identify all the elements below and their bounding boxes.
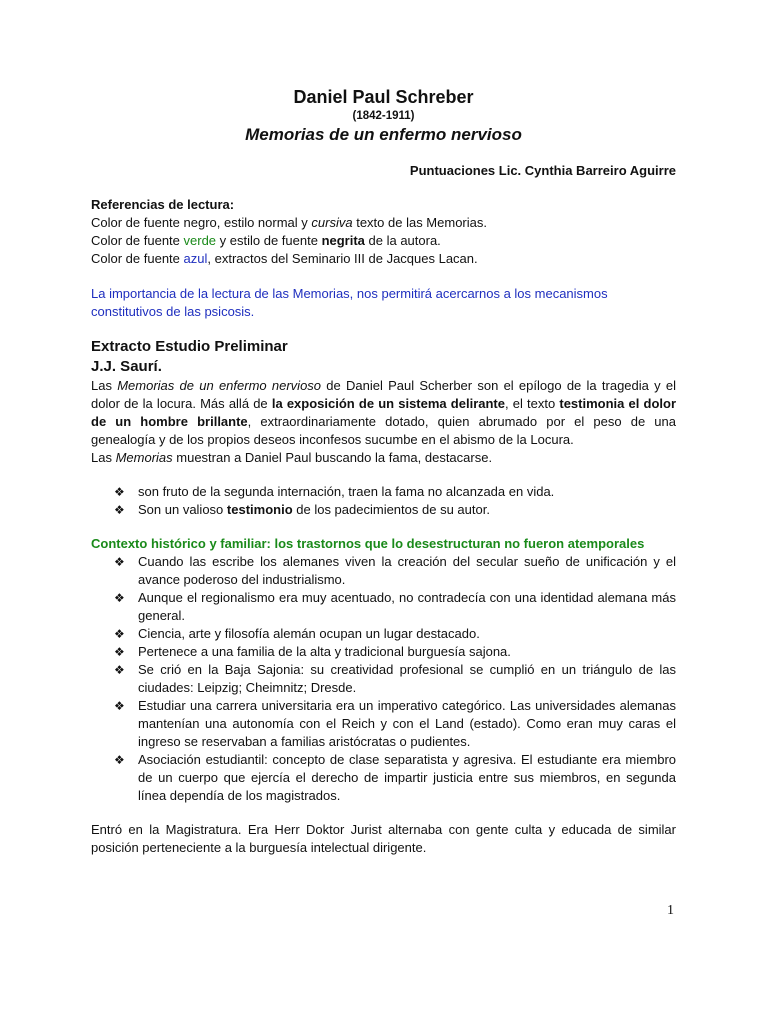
document-header (91, 86, 676, 146)
context-heading: Contexto histórico y familiar: los trastornos que lo desestructuran no fueron atemporales (91, 536, 645, 551)
diamond-bullet-icon: ❖ (114, 503, 125, 517)
closing-paragraph: Entró en la Magistratura. Era Herr Doktor Jurist alternaba con gente culta y educada de similar posición perteneciente a la burguesía intelectual dirigente. (91, 822, 676, 855)
extract-heading: Extracto Estudio Preliminar (91, 338, 288, 355)
list-item: ❖ Asociación estudiantil: concepto de clase separatista y agresiva. El estudiante era miembro de un cuerpo que ejercía el derecho de impartir justicia entre sus miembros, en segunda línea dependía de los magistrados. (114, 752, 676, 803)
list-item: ❖ Cuando las escribe los alemanes viven la creación del secular sueño de unificación y el avance poderoso del industrialismo. (114, 554, 676, 587)
references-heading: Referencias de lectura: (91, 197, 235, 212)
diamond-bullet-icon: ❖ (114, 699, 125, 713)
list-item: ❖ Se crió en la Baja Sajonia: su creatividad profesional se cumplió en un triángulo de las ciudades: Leipzig; Cheimnitz; Dresde. (114, 662, 676, 695)
list-item: ❖ son fruto de la segunda internación, traen la fama no alcanzada en vida. (114, 484, 555, 499)
reference-line-black: Color de fuente negro, estilo normal y cursiva texto de las Memorias. (91, 215, 487, 230)
reference-line-green: Color de fuente verde y estilo de fuente negrita de la autora. (91, 233, 441, 248)
list-item: ❖ Son un valioso testimonio de los padecimientos de su autor. (114, 502, 490, 517)
diamond-bullet-icon: ❖ (114, 555, 125, 569)
list-item: ❖ Aunque el regionalismo era muy acentuado, no contradecía con una identidad alemana más general. (114, 590, 676, 623)
diamond-bullet-icon: ❖ (114, 645, 125, 659)
diamond-bullet-icon: ❖ (114, 591, 125, 605)
diamond-bullet-icon: ❖ (114, 663, 125, 677)
document-years: (1842-1911) (352, 110, 415, 122)
document-page (91, 86, 676, 857)
extract-paragraph: Las Memorias de un enfermo nervioso de Daniel Paul Scherber son el epílogo de la tragedia y el dolor de la locura. Más allá de la exposición de un sistema delirante, el texto testimonia el dolor de un hombre brillante, extraordinariamente dotado, quien abrumado por el peso de una genealogía y de los propios deseos inconfesos sucumbe en el abismo de la Locura. (91, 378, 677, 447)
context-bullet-list (91, 553, 676, 805)
document-subtitle: Memorias de un enfermo nervioso (245, 125, 522, 144)
reading-references (91, 196, 676, 268)
document-title: Daniel Paul Schreber (293, 87, 474, 107)
importance-note: La importancia de la lectura de las Memorias, nos permitirá acercarnos a los mecanismos constitutivos de las psicosis. (91, 286, 608, 319)
list-item: ❖ Ciencia, arte y filosofía alemán ocupan un lugar destacado. (114, 626, 480, 641)
list-item: ❖ Pertenece a una familia de la alta y tradicional burguesía sajona. (114, 644, 511, 659)
extract-paragraph-2: Las Memorias muestran a Daniel Paul buscando la fama, destacarse. (91, 450, 493, 465)
extract-subheading: J.J. Saurí. (91, 358, 162, 375)
diamond-bullet-icon: ❖ (114, 485, 125, 499)
diamond-bullet-icon: ❖ (114, 753, 125, 767)
memorias-bullet-list (91, 483, 676, 519)
reference-line-blue: Color de fuente azul, extractos del Seminario III de Jacques Lacan. (91, 251, 478, 266)
author-credit: Puntuaciones Lic. Cynthia Barreiro Aguirre (409, 163, 676, 178)
list-item: ❖ Estudiar una carrera universitaria era un imperativo categórico. Las universidades alemanas mantenían una autonomía con el Reich y con el Land (estado). Como eran muy caras el ingreso se reservaban a familias aristócratas o pudientes. (114, 698, 676, 749)
page-number: 1 (667, 903, 674, 918)
diamond-bullet-icon: ❖ (114, 627, 125, 641)
